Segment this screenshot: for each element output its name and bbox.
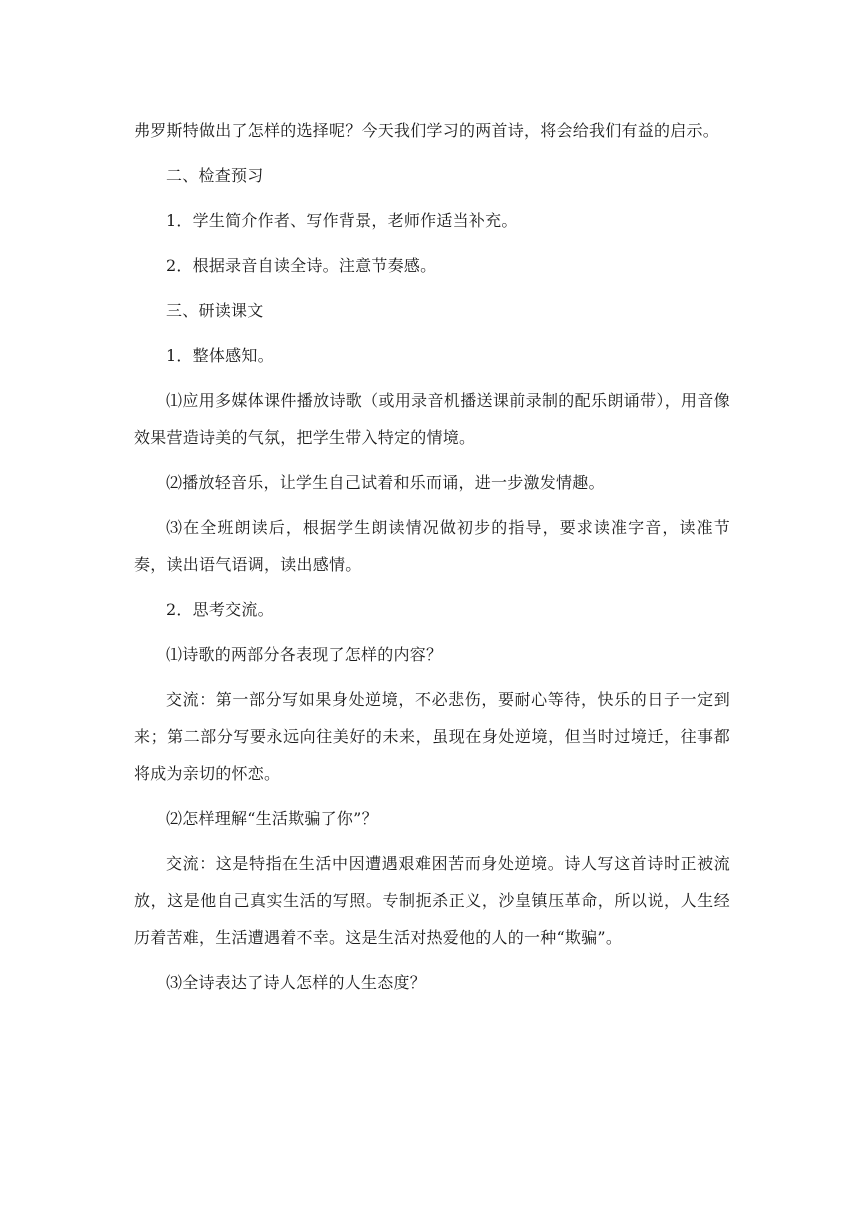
- question-life-deceived-you: ⑵怎样理解“生活欺骗了你”？: [166, 809, 378, 828]
- sub-item-reading-guidance: ⑶在全班朗读后，根据学生朗读情况做初步的指导，要求读准字音，读准节奏，读出语气语调，读出感情。: [134, 518, 730, 574]
- question-two-parts-content: ⑴诗歌的两部分各表现了怎样的内容？: [166, 645, 443, 664]
- answer-two-parts-content: 交流：第一部分写如果身处逆境，不必悲伤，要耐心等待，快乐的日子一定到来；第二部分写要永远向往美好的未来，虽现在身处逆境，但当时过境迁，往事都将成为亲切的怀恋。: [134, 690, 730, 783]
- question-life-attitude: ⑶全诗表达了诗人怎样的人生态度？: [166, 973, 427, 992]
- list-item-read-with-recording: 2．根据录音自读全诗。注意节奏感。: [166, 256, 437, 275]
- document-body: [134, 112, 730, 1009]
- list-item-overall-perception: 1．整体感知。: [166, 346, 274, 365]
- sub-item-light-music: ⑵播放轻音乐，让学生自己试着和乐而诵，进一步激发情趣。: [166, 473, 605, 492]
- answer-life-deceived-you: 交流：这是特指在生活中因遭遇艰难困苦而身处逆境。诗人写这首诗时正被流放，这是他自己真实生活的写照。专制扼杀正义，沙皇镇压革命，所以说，人生经历着苦难，生活遭遇着不幸。这是生活对热爱他的人的一种“欺骗”。: [134, 854, 730, 947]
- sub-item-multimedia-playback: ⑴应用多媒体课件播放诗歌（或用录音机播送课前录制的配乐朗诵带），用音像效果营造诗美的气氛，把学生带入特定的情境。: [134, 391, 730, 447]
- section-heading-check-preview: 二、检查预习: [166, 166, 264, 185]
- list-item-author-background: 1．学生简介作者、写作背景，老师作适当补充。: [166, 211, 518, 230]
- list-item-think-discuss: 2．思考交流。: [166, 600, 274, 619]
- paragraph-intro-conclusion: 弗罗斯特做出了怎样的选择呢？今天我们学习的两首诗，将会给我们有益的启示。: [134, 121, 720, 140]
- section-heading-study-text: 三、研读课文: [166, 301, 264, 320]
